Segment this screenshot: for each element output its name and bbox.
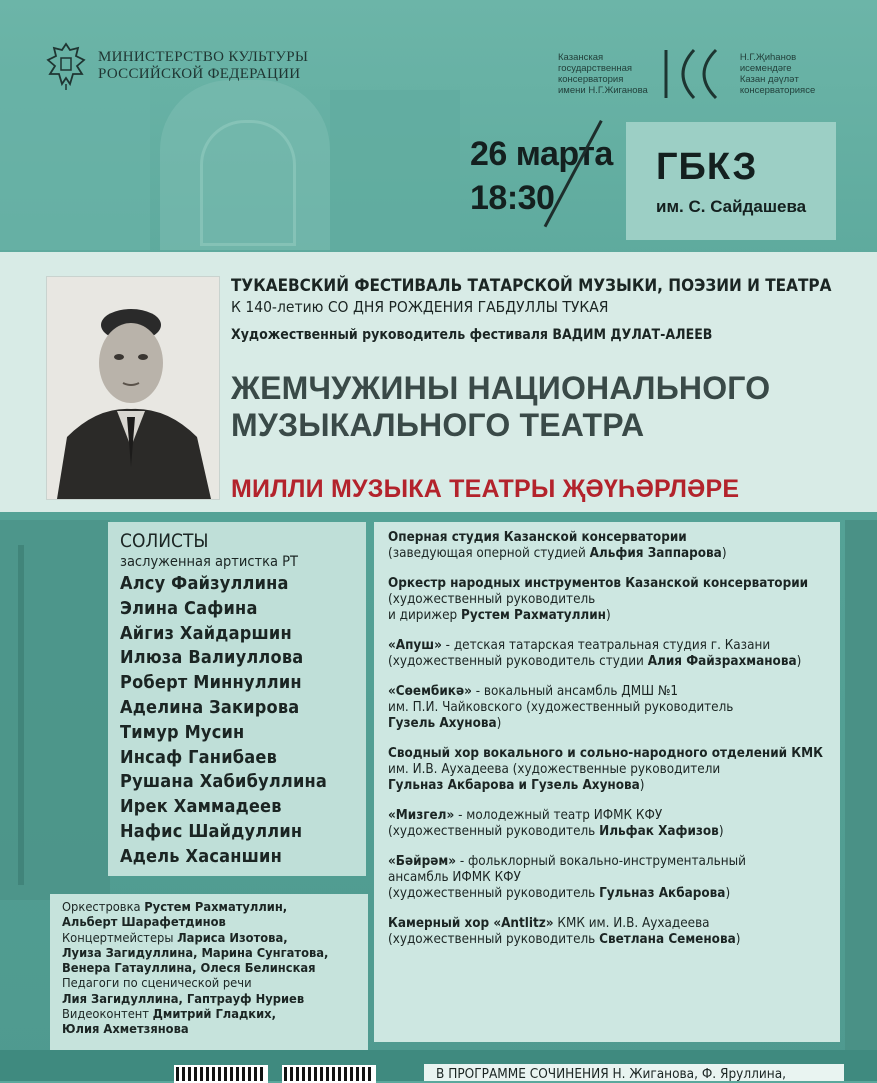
soloists-list <box>120 530 327 870</box>
soloist-name: Илюза Валиуллова <box>120 647 304 669</box>
credit-names: Лариса Изотова, <box>177 930 288 946</box>
ensemble-entry <box>388 638 838 670</box>
ensemble-line <box>388 824 838 840</box>
credit-names: Юлия Ахметзянова <box>62 1022 189 1038</box>
credit-names: Венера Гатауллина, Олеся Белинская <box>62 961 316 977</box>
ensemble-text: - детская татарская театральная студия г. Казани <box>441 638 771 653</box>
credit-line <box>62 915 328 930</box>
conservatory-tt-line: Н.Г.Җиһанов <box>739 52 797 63</box>
conservatory-ru-line: консерватория <box>558 74 624 85</box>
ensemble-text: (художественный руководитель <box>388 932 600 947</box>
ensemble-line <box>388 638 838 654</box>
ensemble-text: - фольклорный вокально-инструментальный <box>456 854 746 869</box>
ensemble-line <box>388 854 838 870</box>
ensemble-leader: Ильфак Хафизов <box>599 824 719 839</box>
ensemble-name: «Сөембикә» <box>388 684 472 699</box>
ensemble-entry <box>388 916 838 948</box>
festival-director <box>231 327 712 343</box>
ensemble-text: - молодежный театр ИФМК КФУ <box>454 808 663 823</box>
soloists-heading: СОЛИСТЫ <box>120 530 209 552</box>
conservatory-ru-line: государственная <box>558 63 633 74</box>
soloist-honor: заслуженная артистка РТ <box>120 554 298 570</box>
ensemble-leader: Светлана Семенова <box>599 932 736 947</box>
ministry-line-1: МИНИСТЕРСТВО КУЛЬТУРЫ <box>98 49 309 65</box>
conservatory-header <box>558 44 815 104</box>
ensemble-text: ансамбль ИФМК КФУ <box>388 870 521 885</box>
qr-code-icon[interactable] <box>174 1065 268 1083</box>
venue-name: ГБКЗ <box>656 146 758 188</box>
main-title-line-2: МУЗЫКАЛЬНОГО ТЕАТРА <box>231 407 645 443</box>
credit-line <box>62 976 328 991</box>
soloist-name: Нафис Шайдуллин <box>120 820 303 842</box>
venue-subtitle: им. С. Сайдашева <box>656 197 807 216</box>
ensemble-entry <box>388 684 838 732</box>
event-time: 18:30 <box>470 179 555 217</box>
conservatory-ru-line: имени Н.Г.Жиганова <box>558 85 648 96</box>
credit-line <box>62 961 328 976</box>
credit-line <box>62 1022 328 1037</box>
ensemble-text: (художественный руководитель <box>388 886 600 901</box>
ensemble-name: Камерный хор «Antlitz» <box>388 916 554 931</box>
ensemble-line <box>388 808 838 824</box>
tatar-title: МИЛЛИ МУЗЫКА ТЕАТРЫ ҖӘҮҺӘРЛӘРЕ <box>231 475 740 503</box>
event-date: 26 марта <box>470 135 613 173</box>
ensemble-text: ) <box>725 886 731 901</box>
ensemble-line <box>388 716 838 732</box>
ensemble-text: ) <box>718 824 724 839</box>
credit-label: Оркестровка <box>62 900 145 915</box>
soloist-name: Роберт Миннуллин <box>120 672 302 694</box>
ensemble-name: Сводный хор вокального и сольно-народного отделений КМК <box>388 746 823 761</box>
ensemble-text: им. П.И. Чайковского (художественный руководитель <box>388 700 734 715</box>
credit-names: Рустем Рахматуллин, <box>144 900 288 915</box>
ensemble-leader: Рустем Рахматуллин <box>461 608 606 623</box>
soloist-name: Айгиз Хайдаршин <box>120 622 292 644</box>
ensemble-line <box>388 654 838 670</box>
ensemble-line <box>388 608 838 624</box>
ensemble-line <box>388 870 838 886</box>
emblem-icon <box>44 40 88 92</box>
kk-logo-icon <box>658 44 730 104</box>
ensemble-name: Оркестр народных инструментов Казанской консерватории <box>388 576 809 591</box>
ensemble-entry <box>388 854 838 902</box>
director-label: Художественный руководитель фестиваля <box>231 327 553 343</box>
ensemble-leader: Гузель Ахунова <box>388 716 497 731</box>
ensemble-line <box>388 576 838 592</box>
credit-label: Педагоги по сценической речи <box>62 976 252 992</box>
ensemble-leader: Алия Файзрахманова <box>647 654 797 669</box>
credit-names: Луиза Загидуллина, Марина Сунгатова, <box>62 945 329 961</box>
ensemble-entry <box>388 530 838 562</box>
ensemble-leader: Гульназ Акбарова <box>599 886 726 901</box>
ministry-name <box>98 49 308 83</box>
ensemble-name: «Мизгел» <box>388 808 455 823</box>
ensemble-text: ) <box>796 654 802 669</box>
credits-list <box>62 900 328 1038</box>
festival-title: ТУКАЕВСКИЙ ФЕСТИВАЛЬ ТАТАРСКОЙ МУЗЫКИ, ПОЭЗИИ И ТЕАТРА <box>231 276 832 296</box>
ensemble-line <box>388 546 838 562</box>
festival-subtitle: К 140-летию СО ДНЯ РОЖДЕНИЯ ГАБДУЛЛЫ ТУКАЯ <box>231 298 609 316</box>
ensemble-entry <box>388 576 838 624</box>
credit-names: Дмитрий Гладких, <box>152 1007 276 1023</box>
program-text: В ПРОГРАММЕ СОЧИНЕНИЯ Н. Жиганова, Ф. Яруллина, <box>436 1066 787 1082</box>
director-name: ВАДИМ ДУЛАТ-АЛЕЕВ <box>552 327 713 343</box>
ensemble-text: ) <box>735 932 741 947</box>
ministry-header <box>44 40 308 92</box>
ensemble-text: (художественный руководитель <box>388 824 600 839</box>
ensemble-text: ) <box>606 608 611 623</box>
conservatory-tt-line: исемендәге <box>739 63 792 74</box>
credit-names: Лия Загидуллина, Гаптрауф Нуриев <box>62 991 305 1007</box>
ensemble-line <box>388 916 838 932</box>
ensemble-text: им. И.В. Аухадеева (художественные руководители <box>388 762 721 777</box>
ensemble-line <box>388 746 838 762</box>
credit-line <box>62 931 328 946</box>
ensemble-line <box>388 592 838 608</box>
ensemble-line <box>388 700 838 716</box>
ensemble-text: ) <box>639 778 645 793</box>
soloist-name: Аделина Закирова <box>120 696 300 718</box>
main-title-line-1: ЖЕМЧУЖИНЫ НАЦИОНАЛЬНОГО <box>231 370 771 406</box>
credit-label: Видеоконтент <box>62 1007 153 1023</box>
ensemble-line <box>388 778 838 794</box>
ensemble-name: Оперная студия Казанской консерватории <box>388 530 687 545</box>
qr-code-icon[interactable] <box>282 1065 376 1083</box>
ensemble-line <box>388 530 838 546</box>
credit-line <box>62 992 328 1007</box>
ensemble-entry <box>388 808 838 840</box>
conservatory-name-tt <box>740 52 815 96</box>
soloist-name: Алсу Файзуллина <box>120 573 289 594</box>
tukay-portrait <box>46 276 220 500</box>
ensemble-leader: Гульназ Акбарова и Гузель Ахунова <box>388 778 640 793</box>
credit-names: Альберт Шарафетдинов <box>62 915 226 931</box>
ensemble-text: ) <box>721 546 727 561</box>
soloist-name: Рушана Хабибуллина <box>120 771 328 793</box>
soloist-name: Тимур Мусин <box>120 721 245 743</box>
ensemble-name: «Бәйрәм» <box>388 854 456 869</box>
soloist-name: Адель Хасаншин <box>120 845 282 867</box>
credit-line <box>62 1007 328 1022</box>
ensemble-text: - вокальный ансамбль ДМШ №1 <box>471 684 679 699</box>
ensembles-list <box>388 530 838 962</box>
ensemble-text: (художественный руководитель студии <box>388 654 648 669</box>
ensemble-text: (заведующая оперной студией <box>388 546 590 561</box>
conservatory-name-ru <box>558 52 648 96</box>
credit-label: Концертмейстеры <box>62 930 178 946</box>
portrait-image <box>47 277 219 499</box>
soloist-name: Инсаф Ганибаев <box>120 746 278 768</box>
ensemble-leader: Альфия Заппарова <box>589 546 722 561</box>
ensemble-name: «Апуш» <box>388 638 442 653</box>
ensemble-text: и дирижер <box>388 608 462 623</box>
credit-line <box>62 946 328 961</box>
ensemble-entry <box>388 746 838 794</box>
ensemble-line <box>388 932 838 948</box>
ministry-line-2: РОССИЙСКОЙ ФЕДЕРАЦИИ <box>98 66 301 82</box>
ensemble-text: КМК им. И.В. Аухадеева <box>553 916 710 931</box>
credit-line <box>62 900 328 915</box>
event-datetime <box>470 134 613 218</box>
ensemble-text: ) <box>496 716 502 731</box>
ensemble-line <box>388 762 838 778</box>
soloist-name: Ирек Хаммадеев <box>120 796 282 818</box>
conservatory-tt-line: консерваториясе <box>739 85 816 96</box>
soloist-name: Элина Сафина <box>120 597 258 619</box>
ensemble-line <box>388 886 838 902</box>
main-title <box>231 370 770 444</box>
conservatory-ru-line: Казанская <box>558 52 604 63</box>
ensemble-text: (художественный руководитель <box>388 592 596 607</box>
conservatory-tt-line: Казан дәүләт <box>739 74 799 85</box>
ensemble-line <box>388 684 838 700</box>
